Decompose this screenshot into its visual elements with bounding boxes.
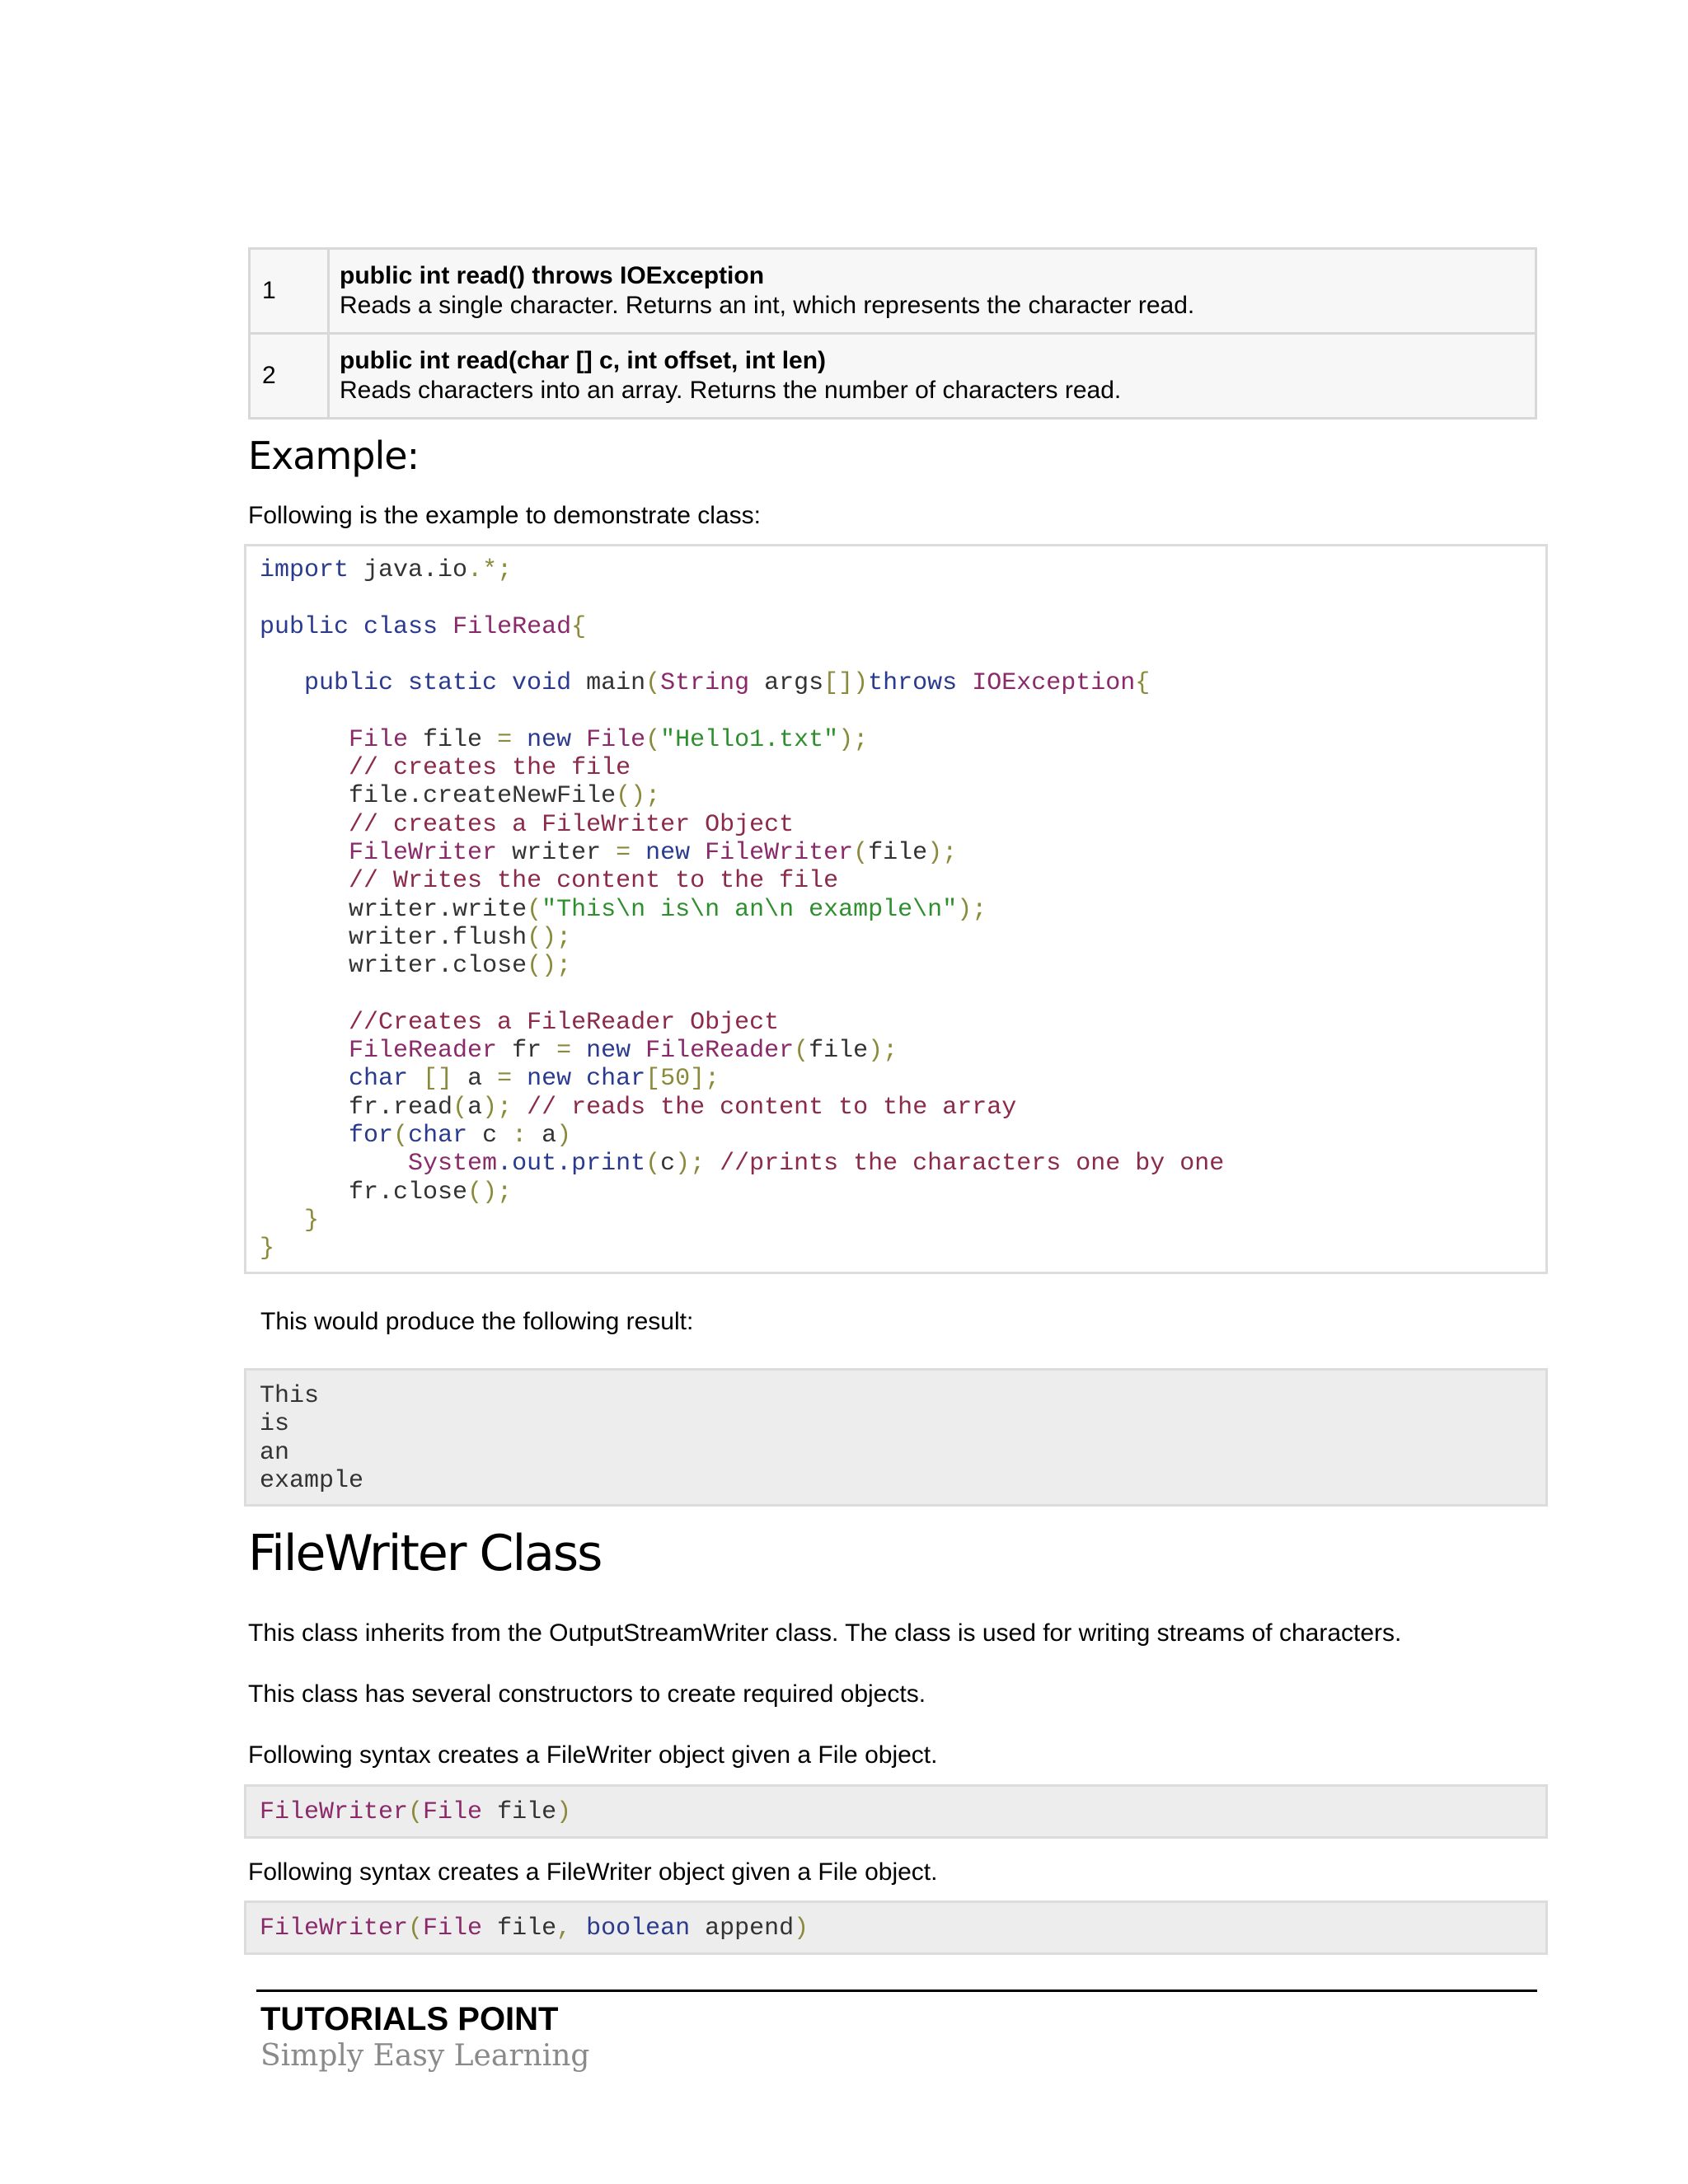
code-line	[260, 697, 1532, 725]
code-block	[244, 544, 1548, 1274]
code-line	[260, 980, 1532, 1008]
code-line: import java.io.*;	[260, 556, 513, 584]
footer-tagline: Simply Easy Learning	[260, 2039, 590, 2073]
code-line: for(char c : a)	[349, 1121, 572, 1150]
code-line: FileWriter(File file)	[260, 1798, 572, 1826]
method-signature: public int read() throws IOException	[340, 262, 765, 289]
method-number: 1	[250, 249, 329, 334]
code-line	[260, 584, 1532, 612]
table-row	[250, 334, 1536, 419]
result-intro: This would produce the following result:	[260, 1308, 694, 1335]
output-line: an	[260, 1438, 290, 1467]
example-heading: Example:	[248, 434, 420, 478]
method-table	[248, 247, 1537, 419]
paragraph: This class inherits from the OutputStreamWriter class. The class is used for writing streams of characters.	[248, 1619, 1402, 1647]
code-line: File file = new File("Hello1.txt");	[349, 725, 869, 754]
paragraph: Following syntax creates a FileWriter object given a File object.	[248, 1741, 938, 1769]
code-line: writer.close();	[349, 952, 572, 981]
method-description: Reads characters into an array. Returns the number of characters read.	[340, 377, 1122, 404]
code-line: }	[304, 1206, 320, 1235]
code-line: public class FileRead{	[260, 612, 587, 641]
paragraph: Following syntax creates a FileWriter object given a File object.	[248, 1858, 938, 1886]
section-heading: FileWriter Class	[248, 1525, 602, 1582]
syntax-block	[244, 1784, 1548, 1839]
code-line: char [] a = new char[50];	[349, 1065, 720, 1094]
code-line: // creates a FileWriter Object	[349, 810, 795, 839]
code-line: FileWriter writer = new FileWriter(file);	[349, 838, 958, 867]
code-line: System.out.print(c); //prints the characters one by one	[408, 1150, 1225, 1179]
method-cell	[329, 249, 1536, 334]
code-line	[260, 641, 1532, 669]
method-cell	[329, 334, 1536, 419]
code-line: }	[260, 1235, 275, 1263]
code-line: fr.read(a); // reads the content to the array	[349, 1093, 1017, 1122]
syntax-block	[244, 1900, 1548, 1955]
output-line: This	[260, 1382, 320, 1410]
code-line: writer.write("This\n is\n an\n example\n");	[349, 895, 987, 924]
footer-brand: TUTORIALS POINT	[260, 2001, 559, 2037]
method-description: Reads a single character. Returns an int, which represents the character read.	[340, 292, 1195, 319]
output-line: is	[260, 1410, 290, 1439]
code-line: writer.flush();	[349, 923, 572, 952]
footer-divider	[256, 1990, 1537, 1992]
code-line: FileWriter(File file, boolean append)	[260, 1915, 809, 1943]
code-line: file.createNewFile();	[349, 782, 661, 811]
table-row	[250, 249, 1536, 334]
code-line: // Writes the content to the file	[349, 867, 839, 896]
example-intro: Following is the example to demonstrate class:	[248, 502, 761, 529]
output-line: example	[260, 1466, 364, 1495]
code-line: // creates the file	[349, 754, 631, 783]
method-number: 2	[250, 334, 329, 419]
paragraph: This class has several constructors to create required objects.	[248, 1680, 926, 1708]
code-line: fr.close();	[349, 1178, 513, 1207]
code-line: //Creates a FileReader Object	[349, 1008, 780, 1037]
code-line: public static void main(String args[])throws IOException{	[304, 669, 1151, 698]
output-block	[244, 1368, 1548, 1507]
method-signature: public int read(char [] c, int offset, int len)	[340, 347, 827, 374]
code-line: FileReader fr = new FileReader(file);	[349, 1037, 898, 1066]
